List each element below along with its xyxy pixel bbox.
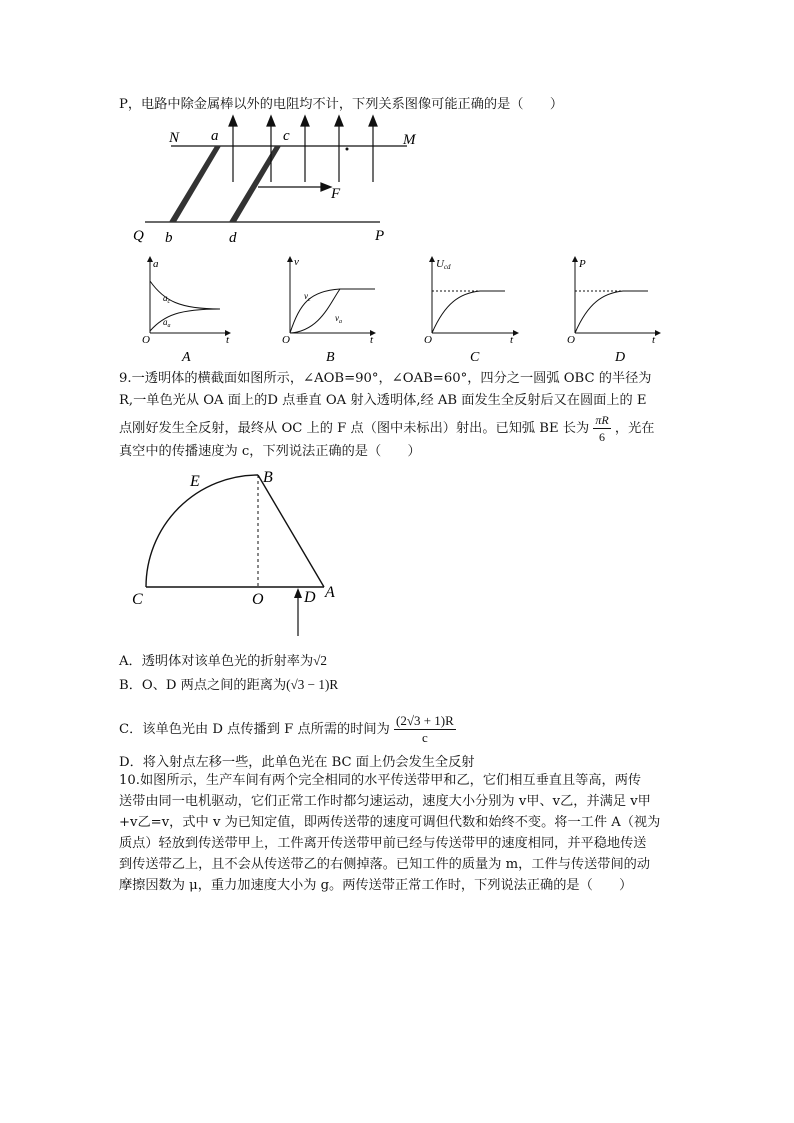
- graph-a-t: t: [226, 334, 230, 346]
- label-F: F: [331, 186, 341, 202]
- label-A: A: [325, 584, 335, 601]
- graph-a-curve-ac: $a_c$: [163, 293, 171, 305]
- q9-stem-line2: R,一单色光从 OA 面上的D 点垂直 OA 射入透明体,经 AB 面发生全反射后又在圆面上的 E: [119, 393, 647, 408]
- q9-option-d: D．将入射点左移一些，此单色光在 BC 面上仍会发生全反射: [119, 755, 475, 770]
- q9-option-c: C．该单色光由 D 点传播到 F 点所需的时间为 $\frac{(2√3 + 1)R}{c}$: [119, 713, 454, 745]
- graph-b-origin: O: [282, 334, 290, 346]
- label-a: a: [211, 128, 219, 144]
- option-b-value: (√3 − 1)R: [286, 677, 339, 692]
- label-O: O: [252, 591, 264, 608]
- arc-length-fraction: $\frac{\pi R}{6}$: [595, 413, 609, 444]
- option-a-value: √2: [313, 653, 327, 668]
- label-N: N: [169, 130, 180, 146]
- graph-c-t: t: [510, 334, 514, 346]
- graph-b-t: t: [370, 334, 374, 346]
- graph-c-option: C: [470, 350, 480, 365]
- graph-b-option: B: [326, 350, 335, 365]
- q10-line-2: 送带由同一电机驱动，它们正常工作时都匀速运动，速度大小分别为 v甲、v乙，并满足 v甲: [119, 794, 651, 809]
- label-d: d: [229, 230, 237, 246]
- graph-c-origin: O: [424, 334, 432, 346]
- graph-b: [282, 256, 375, 365]
- q10-line-5: 到传送带乙上，且不会从传送带乙的右侧掉落。已知工件的质量为 m，工件与传送带间的动: [119, 857, 651, 872]
- q8-graphs: [130, 253, 670, 368]
- option-c-fraction: $\frac{(2√3 + 1)R}{c}$: [395, 713, 454, 745]
- q9-stem-line1: 9.一透明体的横截面如图所示，∠AOB=90°，∠OAB=60°，四分之一圆弧 OBC 的半径为: [119, 371, 652, 386]
- label-C: C: [132, 591, 143, 608]
- q10-line-4: 质点）轻放到传送带甲上，工件离开传送带甲前已经与传送带甲的速度相同，并平稳地传送: [119, 836, 647, 851]
- label-B: B: [263, 469, 273, 486]
- q9-option-b: B．O、D 两点之间的距离为(√3 − 1)R: [119, 677, 339, 693]
- q9-option-a: A．透明体对该单色光的折射率为√2: [119, 653, 327, 669]
- label-E: E: [190, 473, 200, 490]
- q10-line-3: +v乙=v，式中 v 为已知定值，即两传送带的速度可调但代数和始终不变。将一工件 A（视为: [119, 815, 661, 830]
- graph-a-option: A: [182, 350, 191, 365]
- prism-figure: [128, 466, 348, 638]
- label-c: c: [283, 128, 290, 144]
- q8-stem-tail: P，电路中除金属棒以外的电阻均不计，下列关系图像可能正确的是（ ）: [119, 97, 564, 112]
- graph-a-ylabel: a: [153, 258, 159, 270]
- label-P: P: [375, 228, 385, 244]
- q10-line-6: 摩擦因数为 μ，重力加速度大小为 g。两传送带正常工作时，下列说法正确的是（ ）: [119, 878, 633, 893]
- graph-d: [567, 257, 660, 365]
- rail-figure: [125, 112, 435, 252]
- label-M: M: [403, 132, 416, 148]
- graph-d-option: D: [615, 350, 626, 365]
- label-b: b: [165, 230, 173, 246]
- graph-d-ylabel: P: [579, 258, 586, 270]
- graph-d-origin: O: [567, 334, 575, 346]
- graph-b-ylabel: v: [294, 256, 299, 268]
- q10-line-1: 10.如图所示，生产车间有两个完全相同的水平传送带甲和乙，它们相互垂直且等高，两传: [119, 773, 642, 788]
- graph-b-curve-vc: $v_c$: [304, 291, 311, 303]
- label-D: D: [304, 589, 316, 606]
- q9-stem-line3a: 点刚好发生全反射，最终从 OC 上的 F 点（图中未标出）射出。已知弧 BE 长为: [119, 421, 590, 436]
- graph-b-curve-va: $v_a$: [335, 313, 342, 325]
- q9-stem-line4: 真空中的传播速度为 c，下列说法正确的是（ ）: [119, 444, 421, 459]
- q9-stem-line3b: ，光在: [614, 421, 655, 436]
- graph-a-origin: O: [142, 334, 150, 346]
- graph-a-curve-aa: $a_a$: [163, 317, 171, 329]
- graph-c: [424, 257, 518, 365]
- graph-d-t: t: [652, 334, 656, 346]
- graph-c-ylabel: Ucd: [436, 258, 451, 271]
- label-Q: Q: [133, 228, 144, 244]
- graph-a: [142, 257, 230, 365]
